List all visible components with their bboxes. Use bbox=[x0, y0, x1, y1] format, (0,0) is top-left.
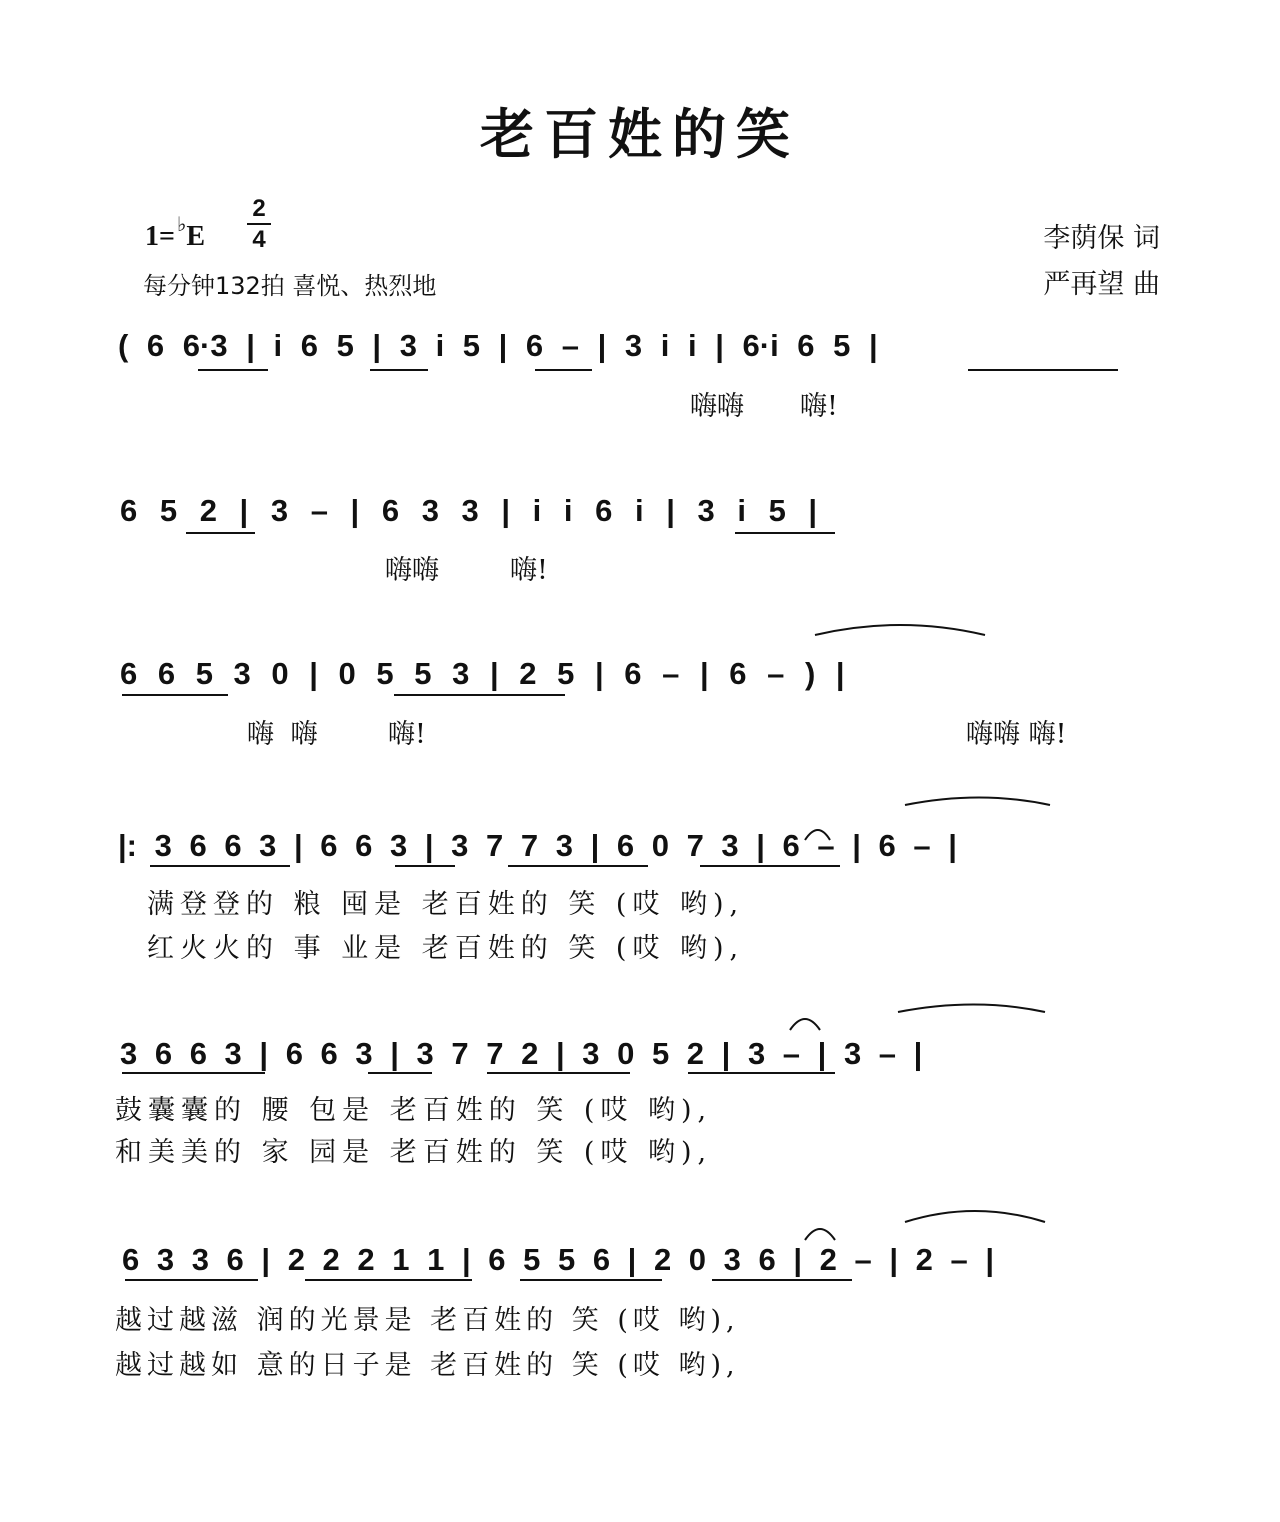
time-divider bbox=[247, 223, 271, 225]
verse-notes-line-1: |: 3 6 6 3 | 6 6 3 | 3 7 7 3 | 6 0 7 3 | 6 – | 6 – | bbox=[118, 828, 957, 863]
slur-36 bbox=[805, 1229, 835, 1240]
tie-verse-1 bbox=[905, 798, 1050, 806]
tie-verse-3 bbox=[905, 1211, 1045, 1222]
intro-lyric-1a: 嗨嗨 bbox=[690, 391, 744, 422]
verse-notes-line-3: 6 3 3 6 | 2 2 2 1 1 | 6 5 5 6 | 2 0 3 6 | 2 – | 2 – | bbox=[122, 1242, 995, 1277]
intro-notes-line-1: ( 6 6·3 | i 6 5 | 3 i 5 | 6 – | 3 i i | 6·i 6 5 | bbox=[118, 328, 878, 363]
intro-lyric-2a: 嗨嗨 bbox=[385, 555, 439, 586]
intro-lyric-1b: 嗨! bbox=[800, 391, 838, 422]
lyricist-credit: 李荫保 词 bbox=[1043, 223, 1160, 254]
composer-credit: 严再望 曲 bbox=[1043, 269, 1160, 300]
verse-1-lyric-1: 满登登的 粮 囤是 老百姓的 笑 (哎 哟), bbox=[147, 889, 745, 920]
intro-lyric-3a: 嗨 嗨 bbox=[247, 719, 318, 750]
flat-sign: ♭ bbox=[176, 214, 187, 236]
time-signature bbox=[247, 196, 271, 252]
tie-intro bbox=[815, 625, 985, 635]
verse-3-lyric-2: 越过越如 意的日子是 老百姓的 笑 (哎 哟), bbox=[115, 1350, 740, 1381]
intro-lyric-2b: 嗨! bbox=[510, 555, 548, 586]
intro-notes-line-2: 6 5 2 | 3 – | 6 3 3 | i i 6 i | 3 i 5 | bbox=[120, 493, 818, 528]
key-prefix: 1= bbox=[145, 221, 175, 252]
tempo-marking: 每分钟132拍 喜悦、热烈地 bbox=[143, 272, 437, 300]
intro-notes-line-3: 6 6 5 3 0 | 0 5 5 3 | 2 5 | 6 – | 6 – ) | bbox=[120, 656, 845, 691]
key-signature bbox=[145, 212, 205, 253]
slur-52 bbox=[790, 1019, 820, 1030]
verse-3-lyric-1: 越过越滋 润的光景是 老百姓的 笑 (哎 哟), bbox=[115, 1305, 740, 1336]
intro-lyric-3c: 嗨嗨 嗨! bbox=[966, 719, 1067, 750]
verse-2-lyric-1: 鼓囊囊的 腰 包是 老百姓的 笑 (哎 哟), bbox=[115, 1095, 713, 1126]
song-title: 老百姓的笑 bbox=[480, 102, 800, 166]
verse-1-lyric-2: 红火火的 事 业是 老百姓的 笑 (哎 哟), bbox=[147, 933, 745, 964]
time-bottom: 4 bbox=[252, 226, 266, 253]
tie-verse-2 bbox=[898, 1005, 1045, 1013]
time-top: 2 bbox=[252, 195, 266, 222]
intro-lyric-3b: 嗨! bbox=[388, 719, 426, 750]
verse-2-lyric-2: 和美美的 家 园是 老百姓的 笑 (哎 哟), bbox=[115, 1137, 713, 1168]
verse-notes-line-2: 3 6 6 3 | 6 6 3 | 3 7 7 2 | 3 0 5 2 | 3 – | 3 – | bbox=[120, 1036, 923, 1071]
key-note: E bbox=[186, 221, 206, 252]
